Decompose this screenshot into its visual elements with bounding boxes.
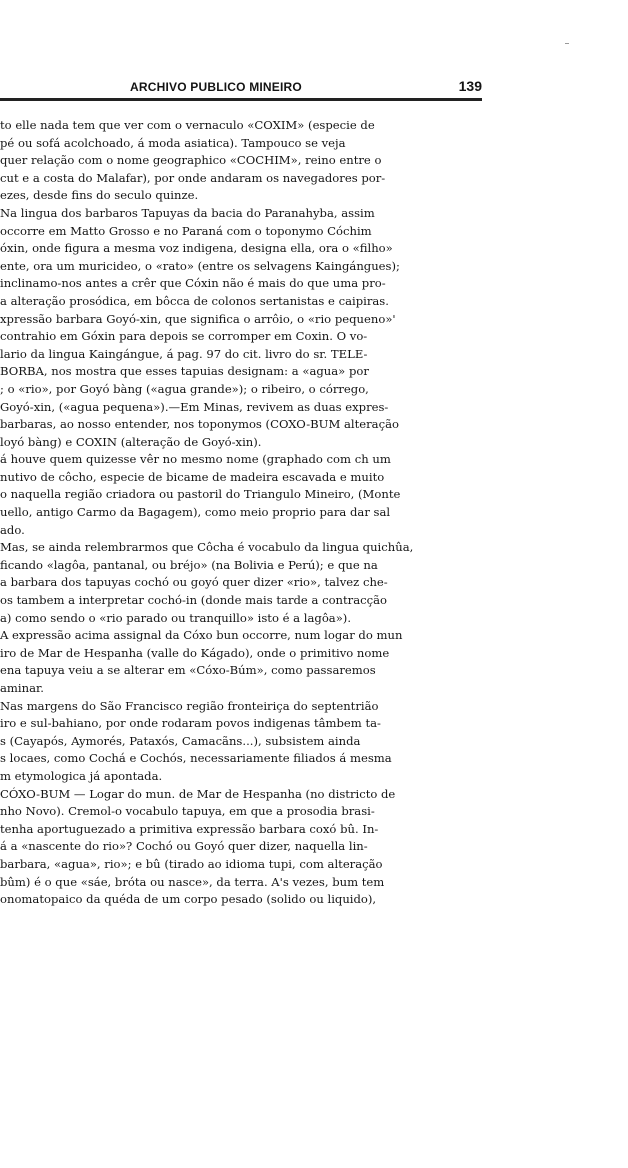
text-line: onomatopaico da quéda de um corpo pesado (solido ou liquido), [0,892,377,907]
text-line: iro de Mar de Hespanha (valle do Kágado), onde o primitivo nome [0,645,390,660]
text-line: aminar. [0,681,44,695]
text-line: BORBA, nos mostra que esses tapuias designam: a «agua» por [0,364,369,379]
text-line: occorre em Matto Grosso e no Paraná com o toponymo Cóchim [0,223,372,238]
text-line: os tambem a interpretar cochó-in (donde mais tarde a contracção [0,593,388,608]
text-line: m etymologica já apontada. [0,768,163,783]
text-line: óxin, onde figura a mesma voz indigena, designa ella, ora o «filho» [0,241,393,256]
text-line: s (Cayapós, Aymorés, Pataxós, Camacãns...), subsistem ainda [0,733,361,748]
text-line: contrahio em Góxin para depois se corromper em Coxin. O vo- [0,329,368,344]
body-text [0,117,484,1127]
text-line: a) como sendo o «rio parado ou tranquillo» isto é a lagôa»). [0,610,352,625]
text-line: Goyó-xin, («agua pequena»).—Em Minas, revivem as duas expres- [0,399,389,414]
text-line: pé ou sofá acolchoado, á moda asiatica). Tampouco se veja [0,135,346,150]
text-line: barbaras, ao nosso entender, nos toponymos (COXO-BUM alteração [0,417,399,432]
text-line: cut e a costa do Malafar), por onde andaram os navegadores por- [0,170,386,185]
text-line: Na lingua dos barbaros Tapuyas da bacia do Paranahyba, assim [0,205,375,220]
text-line: lario da lingua Kaingángue, á pag. 97 do cit. livro do sr. TELE- [0,346,368,361]
text-line: ena tapuya veiu a se alterar em «Cóxo-Búm», como passaremos [0,663,376,678]
text-line: ente, ora um muricideo, o «rato» (entre os selvagens Kaingángues); [0,258,400,273]
text-line: a barbara dos tapuyas cochó ou goyó quer dizer «rio», talvez che- [0,575,388,590]
page-header [0,78,482,100]
text-line: Mas, se ainda relembrarmos que Côcha é vocabulo da lingua quichûa, [0,540,414,555]
text-line: s locaes, como Cochá e Cochós, necessariamente filiados á mesma [0,751,392,766]
text-line: xpressão barbara Goyó-xin, que significa o arrôio, o «rio pequeno»' [0,311,396,326]
text-line: nho Novo). Cremol-o vocabulo tapuya, em que a prosodia brasi- [0,804,375,819]
text-line: iro e sul-bahiano, por onde rodaram povos indigenas tâmbem ta- [0,716,381,731]
text-line: Nas margens do São Francisco região fronteiriça do septentrião [0,698,379,713]
text-line: ficando «lagôa, pantanal, ou bréjo» (na Bolivia e Perú); e que na [0,557,378,572]
page-number: 139 [458,78,482,94]
text-line: á a «nascente do rio»? Cochó ou Goyó quer dizer, naquella lin- [0,839,368,854]
text-line: inclinamo-nos antes a crêr que Cóxin não é mais do que uma pro- [0,276,386,291]
text-line: nutivo de côcho, especie de bicame de madeira escavada e muito [0,469,385,484]
text-line: CÓXO-BUM — Logar do mun. de Mar de Hespanha (no districto de [0,786,396,801]
text-line: uello, antigo Carmo da Bagagem), como meio proprio para dar sal [0,505,391,520]
text-line: á houve quem quizesse vêr no mesmo nome (graphado com ch um [0,452,391,467]
text-line: ; o «rio», por Goyó bàng («agua grande»); o ribeiro, o córrego, [0,381,369,396]
text-line: tenha aportuguezado a primitiva expressão barbara coxó bû. In- [0,821,379,836]
text-line: o naquella região criadora ou pastoril do Triangulo Mineiro, (Monte [0,487,401,502]
text-line: a alteração prosódica, em bôcca de colonos sertanistas e caipiras. [0,293,389,308]
header-rule [0,98,482,101]
text-line: to elle nada tem que ver com o vernaculo «COXIM» (especie de [0,118,375,132]
text-line: quer relação com o nome geographico «COCHIM», reino entre o [0,153,382,168]
text-line: loyó bàng) e COXIN (alteração de Goyó-xin). [0,434,262,449]
text-line: bûm) é o que «sáe, bróta ou nasce», da terra. A's vezes, bum tem [0,874,385,889]
text-line: ezes, desde fins do seculo quinze. [0,188,199,203]
text-line: A expressão acima assignal da Cóxo bun occorre, num logar do mun [0,628,403,643]
text-line: ado. [0,522,25,537]
text-line: barbara, «agua», rio»; e bû (tirado ao idioma tupi, com alteração [0,856,383,871]
running-title: ARCHIVO PUBLICO MINEIRO [130,80,302,94]
scan-mark [565,43,569,44]
